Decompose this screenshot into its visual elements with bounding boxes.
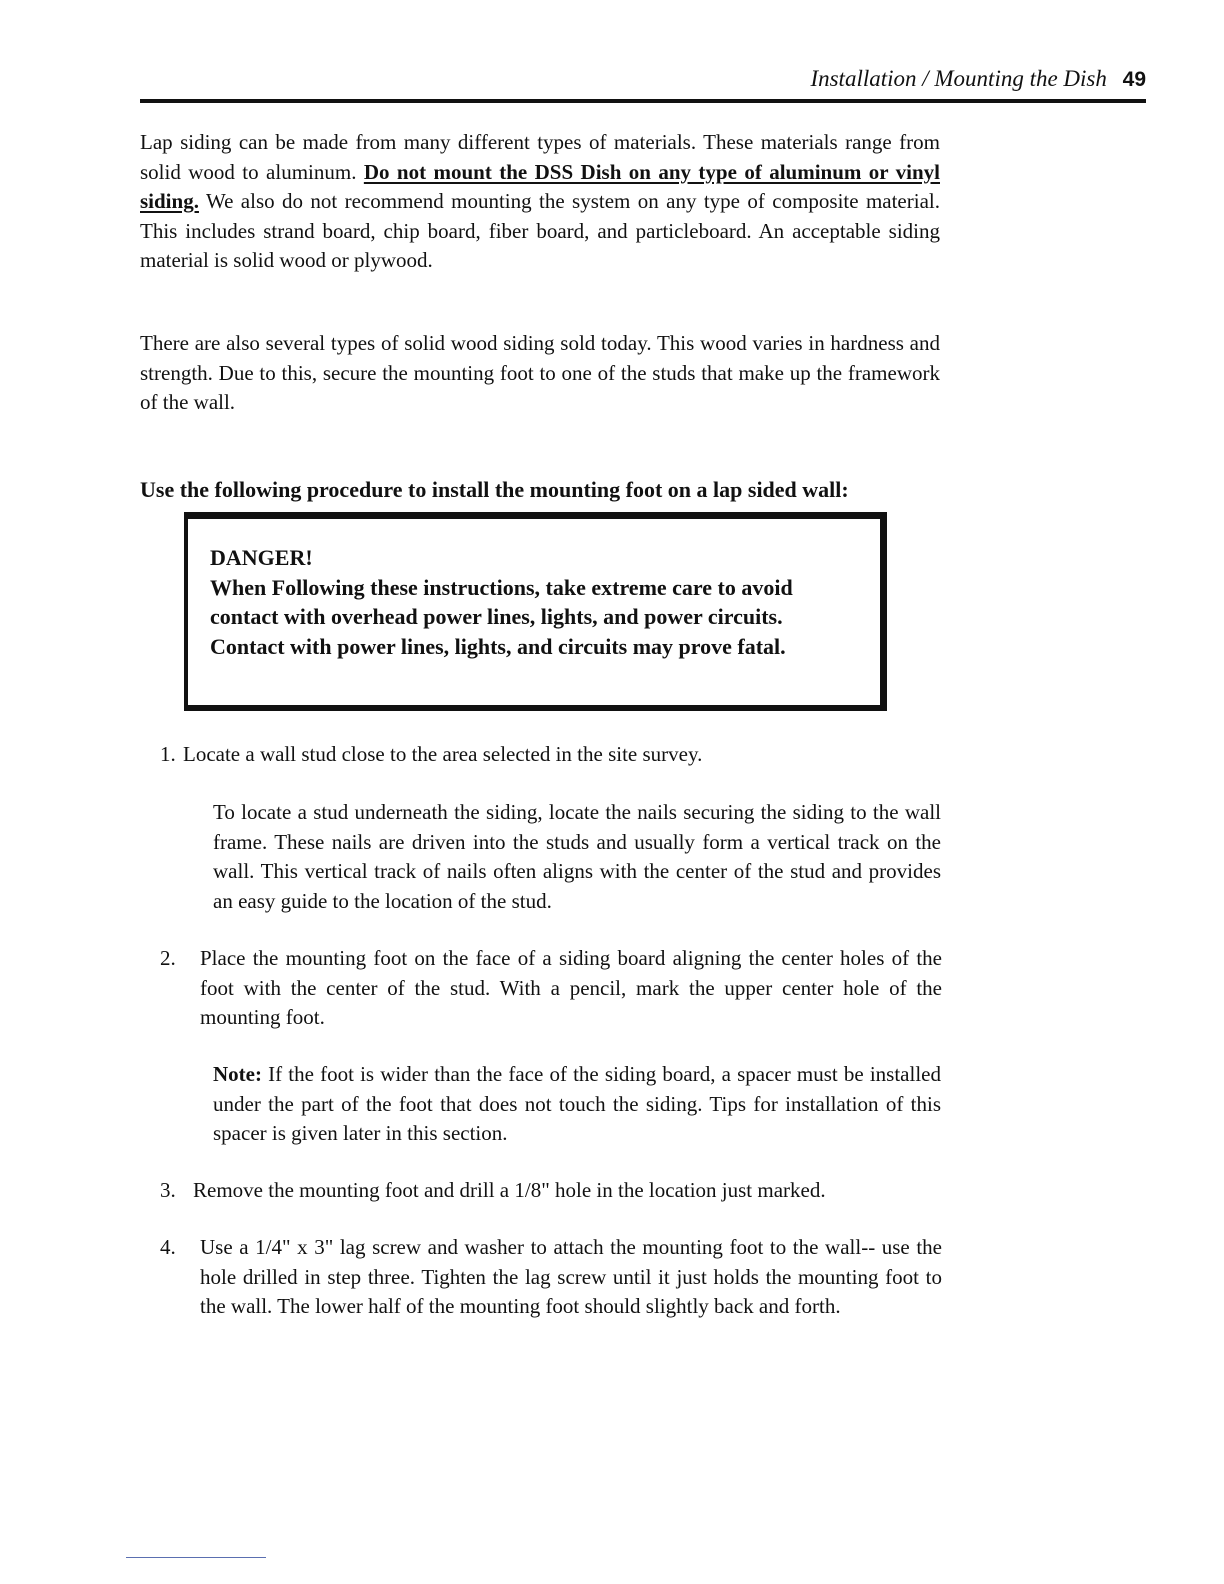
step-2-note	[213, 1060, 941, 1149]
procedure-heading: Use the following procedure to install the mounting foot on a lap sided wall:	[140, 477, 849, 502]
intro-text-after: We also do not recommend mounting the system on any type of composite material. This includes strand board, chip board, fiber board, and particleboard. An acceptable siding material is solid wood or plywood.	[140, 189, 940, 272]
step-number: 4.	[160, 1235, 176, 1259]
step-text: Remove the mounting foot and drill a 1/8" hole in the location just marked.	[193, 1178, 826, 1202]
step-text: Use a 1/4" x 3" lag screw and washer to attach the mounting foot to the wall-- use the hole drilled in step three. Tighten the lag screw until it just holds the mounting foot to the wall. The lower half of the mounting foot should slightly back and forth.	[200, 1235, 942, 1318]
siding-warning: Do not mount the DSS Dish on any type of aluminum or vinyl siding.	[140, 159, 940, 213]
danger-line-3: Contact with power lines, lights, and circuits may prove fatal.	[210, 633, 786, 659]
step-number: 1.	[160, 742, 176, 766]
step-1-detail: To locate a stud underneath the siding, locate the nails securing the siding to the wall frame. These nails are driven into the studs and usually form a vertical track on the wall. This vertical track of nails often aligns with the center of the stud and provides an easy guide to the location of the stud.	[213, 800, 941, 913]
note-label: Note:	[213, 1062, 262, 1086]
note-text: If the foot is wider than the face of the siding board, a spacer must be installed under the part of the foot that does not touch the siding. Tips for installation of this spacer is given later in this section.	[213, 1062, 941, 1145]
step-1	[160, 740, 942, 770]
danger-line-2: contact with overhead power lines, lights, and power circuits.	[210, 604, 783, 629]
step-text: Place the mounting foot on the face of a siding board aligning the center holes of the foot with the center of the stud. With a pencil, mark the upper center hole of the mounting foot.	[200, 946, 942, 1029]
page-number: 49	[1122, 68, 1146, 91]
danger-line-1: When Following these instructions, take extreme care to avoid	[210, 574, 793, 600]
intro-paragraph	[140, 128, 940, 276]
step-4	[160, 1233, 942, 1322]
page-header	[140, 62, 1146, 97]
step-number: 2.	[160, 946, 176, 970]
step-number: 3.	[160, 1178, 176, 1202]
danger-box	[184, 512, 887, 711]
danger-title: DANGER!	[210, 545, 313, 570]
step-3	[160, 1176, 942, 1206]
wood-siding-paragraph: There are also several types of solid wood siding sold today. This wood varies in hardness and strength. Due to this, secure the mounting foot to one of the studs that make up the framework of the wall.	[140, 331, 940, 414]
danger-text	[210, 543, 870, 661]
header-rule	[140, 99, 1146, 103]
step-text: Locate a wall stud close to the area selected in the site survey.	[183, 742, 703, 766]
step-2	[160, 944, 942, 1033]
intro-text-before: Lap siding can be made from many different types of materials. These materials range from solid wood to aluminum.	[140, 130, 940, 184]
header-title: Installation / Mounting the Dish	[810, 66, 1107, 91]
footer-rule	[126, 1557, 266, 1558]
